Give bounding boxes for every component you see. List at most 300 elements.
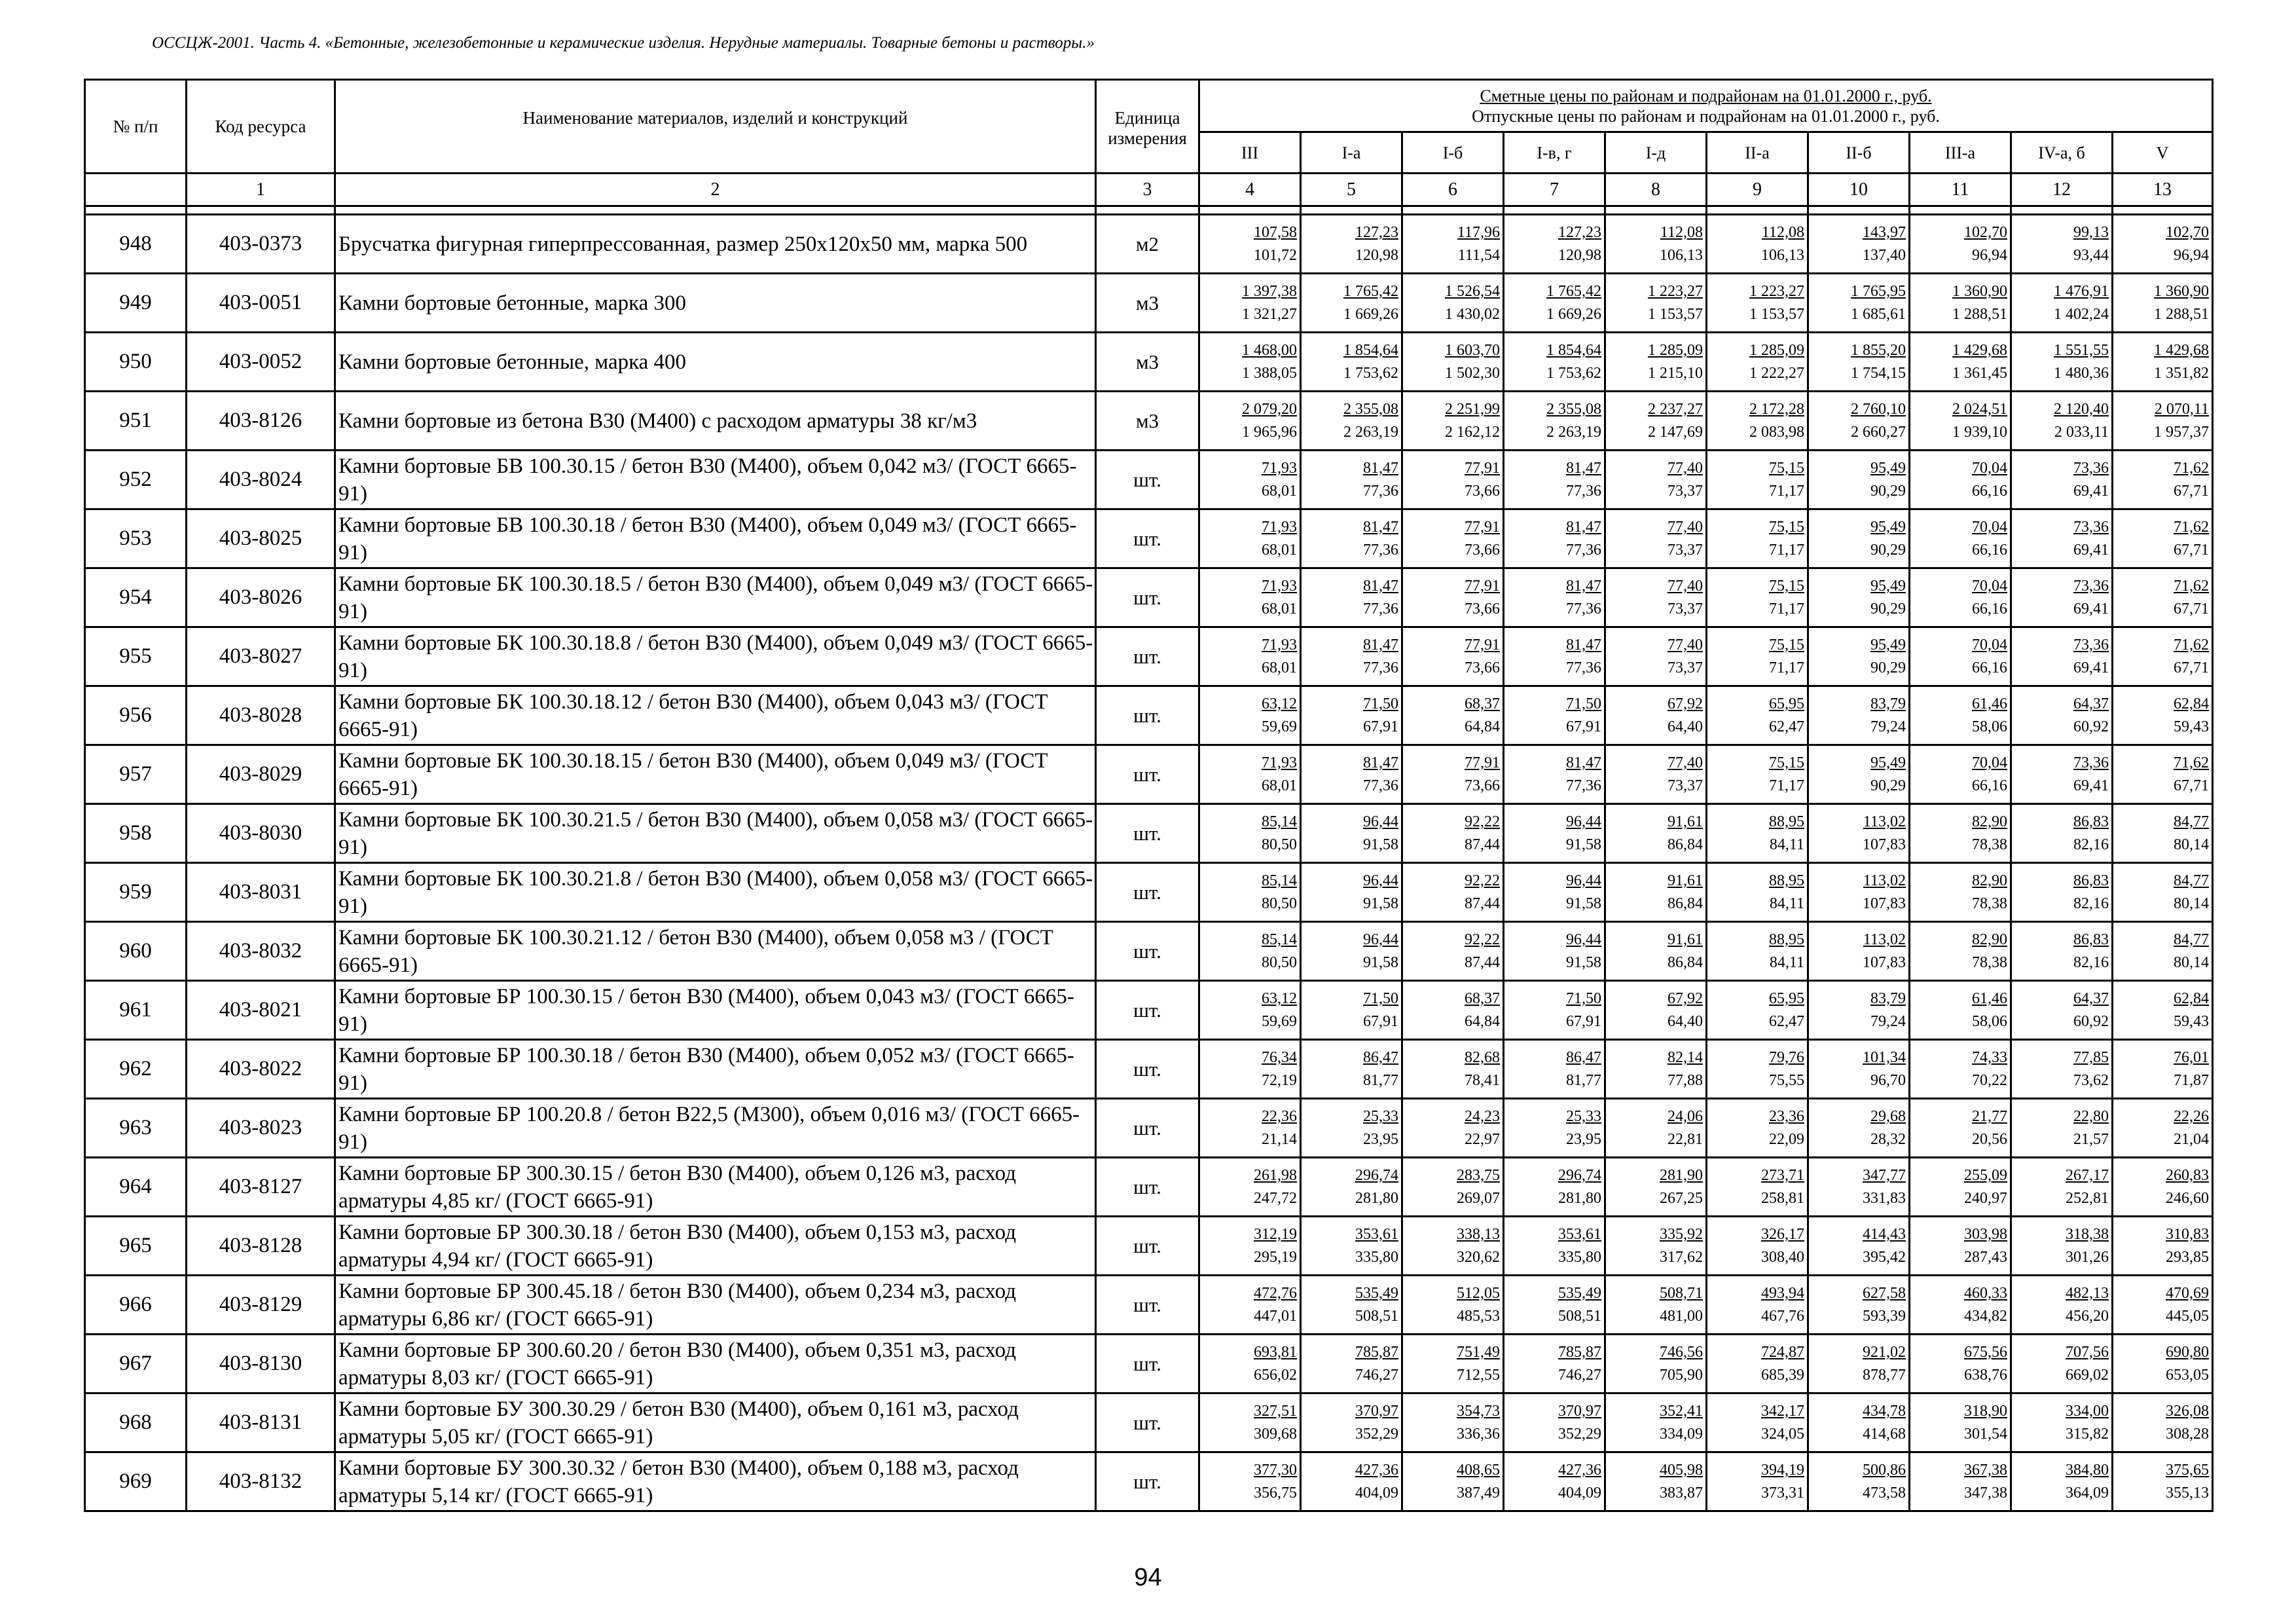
release-price: 86,84 <box>1667 836 1703 853</box>
estimate-price: 92,22 <box>1465 872 1500 889</box>
estimate-price: 67,92 <box>1667 695 1703 712</box>
estimate-price: 86,83 <box>2073 813 2109 830</box>
price-cell <box>1605 1158 1707 1217</box>
estimate-price: 352,41 <box>1660 1403 1703 1420</box>
price-cell <box>1910 1276 2011 1335</box>
table-row <box>85 745 2213 804</box>
release-price: 653,05 <box>2166 1367 2210 1384</box>
release-price: 23,95 <box>1363 1131 1398 1148</box>
estimate-price: 81,47 <box>1566 519 1601 536</box>
estimate-price: 675,56 <box>1964 1344 2007 1361</box>
release-price: 685,39 <box>1761 1367 1804 1384</box>
table-row <box>85 981 2213 1040</box>
estimate-price: 77,40 <box>1667 637 1703 654</box>
row-number: 952 <box>85 451 187 509</box>
release-price: 71,87 <box>2174 1072 2210 1089</box>
price-cell <box>1605 1217 1707 1276</box>
estimate-price: 85,14 <box>1262 872 1297 889</box>
estimate-price: 65,95 <box>1769 695 1804 712</box>
price-cell <box>1402 274 1504 333</box>
estimate-price: 2 024,51 <box>1952 401 2007 418</box>
price-cell <box>1402 1099 1504 1158</box>
price-cell <box>2011 1276 2113 1335</box>
release-price: 28,32 <box>1870 1131 1906 1148</box>
estimate-price: 370,97 <box>1355 1403 1398 1420</box>
release-price: 467,76 <box>1761 1308 1804 1325</box>
unit-of-measure: шт. <box>1096 1335 1199 1393</box>
estimate-price: 84,77 <box>2174 813 2210 830</box>
price-cell <box>1605 333 1707 392</box>
price-cell <box>1199 392 1301 451</box>
release-price: 1 361,45 <box>1952 365 2007 382</box>
estimate-price: 71,93 <box>1262 519 1297 536</box>
release-price: 77,36 <box>1566 483 1601 500</box>
row-number: 969 <box>85 1452 187 1511</box>
column-number: 6 <box>1402 174 1504 206</box>
price-cell <box>1504 1276 1605 1335</box>
estimate-price: 693,81 <box>1254 1344 1297 1361</box>
estimate-price: 342,17 <box>1761 1403 1804 1420</box>
release-price: 404,09 <box>1558 1485 1601 1502</box>
price-cell <box>2113 922 2213 981</box>
price-cell <box>1301 451 1402 509</box>
price-cell <box>2011 333 2113 392</box>
price-cell <box>2113 1452 2213 1511</box>
release-price: 355,13 <box>2166 1485 2210 1502</box>
estimate-price: 81,47 <box>1363 460 1398 477</box>
release-price: 91,58 <box>1363 954 1398 971</box>
price-cell <box>1402 215 1504 274</box>
release-price: 334,09 <box>1660 1426 1703 1443</box>
row-number: 964 <box>85 1158 187 1217</box>
estimate-price: 1 854,64 <box>1546 342 1601 359</box>
estimate-price: 1 603,70 <box>1445 342 1500 359</box>
estimate-price: 472,76 <box>1254 1285 1297 1302</box>
release-price: 73,37 <box>1667 777 1703 794</box>
release-price: 67,71 <box>2174 600 2210 618</box>
unit-of-measure: шт. <box>1096 1276 1199 1335</box>
unit-of-measure: шт. <box>1096 568 1199 627</box>
release-price: 445,05 <box>2166 1308 2210 1325</box>
table-row <box>85 1276 2213 1335</box>
price-cell <box>1910 804 2011 863</box>
release-price: 240,97 <box>1964 1190 2007 1207</box>
estimate-price: 71,62 <box>2174 578 2210 595</box>
estimate-price: 88,95 <box>1769 872 1804 889</box>
price-cell <box>1301 1099 1402 1158</box>
price-cell <box>1808 981 1910 1040</box>
price-cell <box>1707 568 1808 627</box>
release-price: 68,01 <box>1262 777 1297 794</box>
estimate-price: 81,47 <box>1363 637 1398 654</box>
price-cell <box>1504 922 1605 981</box>
price-cell <box>1199 686 1301 745</box>
price-cell <box>1910 863 2011 922</box>
release-price: 746,27 <box>1558 1367 1601 1384</box>
release-price: 434,82 <box>1964 1308 2007 1325</box>
price-cell <box>1910 981 2011 1040</box>
estimate-price: 85,14 <box>1262 931 1297 948</box>
estimate-price: 96,44 <box>1566 872 1601 889</box>
price-cell <box>1707 451 1808 509</box>
estimate-price: 75,15 <box>1769 754 1804 771</box>
estimate-price: 921,02 <box>1863 1344 1906 1361</box>
estimate-price: 95,49 <box>1870 460 1906 477</box>
release-price: 58,06 <box>1972 1013 2007 1030</box>
price-cell <box>2113 274 2213 333</box>
estimate-price: 22,80 <box>2073 1108 2109 1125</box>
price-cell <box>2113 627 2213 686</box>
estimate-price: 95,49 <box>1870 637 1906 654</box>
price-cell <box>1504 1452 1605 1511</box>
release-price: 67,71 <box>2174 777 2210 794</box>
price-cell <box>1504 1158 1605 1217</box>
price-cell <box>1808 274 1910 333</box>
price-cell <box>1402 863 1504 922</box>
estimate-price: 2 355,08 <box>1546 401 1601 418</box>
release-price: 91,58 <box>1566 895 1601 912</box>
price-cell <box>2011 392 2113 451</box>
release-price: 1 957,37 <box>2154 424 2210 441</box>
estimate-price: 73,36 <box>2073 460 2109 477</box>
estimate-price: 1 765,95 <box>1851 283 1906 300</box>
material-name: Камни бортовые БР 300.30.15 / бетон В30 (М400), объем 0,126 м3, расход арматуры 4,85 кг/ (ГОСТ 6665-91) <box>335 1158 1096 1217</box>
release-price: 77,36 <box>1566 777 1601 794</box>
estimate-price: 70,04 <box>1972 519 2007 536</box>
resource-code: 403-8029 <box>187 745 335 804</box>
price-cell <box>1301 981 1402 1040</box>
estimate-price: 508,71 <box>1660 1285 1703 1302</box>
release-price: 2 162,12 <box>1445 424 1500 441</box>
release-price: 72,19 <box>1262 1072 1297 1089</box>
price-cell <box>1199 1099 1301 1158</box>
spacer-cell <box>85 206 187 215</box>
estimate-price: 707,56 <box>2066 1344 2109 1361</box>
price-cell <box>1808 745 1910 804</box>
estimate-price: 83,79 <box>1870 990 1906 1007</box>
estimate-price: 65,95 <box>1769 990 1804 1007</box>
release-price: 71,17 <box>1769 483 1804 500</box>
price-cell <box>2011 627 2113 686</box>
estimate-price: 273,71 <box>1761 1167 1804 1184</box>
estimate-price: 312,19 <box>1254 1226 1297 1243</box>
release-price: 2 147,69 <box>1648 424 1703 441</box>
release-price: 77,36 <box>1566 542 1601 559</box>
row-number: 951 <box>85 392 187 451</box>
estimate-price: 88,95 <box>1769 813 1804 830</box>
price-cell <box>1504 333 1605 392</box>
resource-code: 403-8030 <box>187 804 335 863</box>
release-price: 64,84 <box>1465 718 1500 735</box>
price-cell <box>2011 1217 2113 1276</box>
price-cell <box>1301 215 1402 274</box>
release-price: 267,25 <box>1660 1190 1703 1207</box>
column-number-empty <box>85 174 187 206</box>
release-price: 22,09 <box>1769 1131 1804 1148</box>
release-price: 77,36 <box>1566 659 1601 676</box>
release-price: 73,66 <box>1465 659 1500 676</box>
price-cell <box>1301 1217 1402 1276</box>
estimate-price: 117,96 <box>1457 224 1500 241</box>
price-cell <box>1199 1158 1301 1217</box>
estimate-price: 260,83 <box>2166 1167 2210 1184</box>
unit-of-measure: шт. <box>1096 1099 1199 1158</box>
price-cell <box>1301 1158 1402 1217</box>
estimate-price: 113,02 <box>1863 813 1906 830</box>
release-price: 1 669,26 <box>1343 306 1398 323</box>
estimate-price: 1 854,64 <box>1343 342 1398 359</box>
material-name: Камни бортовые БВ 100.30.15 / бетон В30 (М400), объем 0,042 м3/ (ГОСТ 6665-91) <box>335 451 1096 509</box>
release-price: 1 753,62 <box>1546 365 1601 382</box>
estimate-price: 493,94 <box>1761 1285 1804 1302</box>
estimate-price: 61,46 <box>1972 695 2007 712</box>
resource-code: 403-8021 <box>187 981 335 1040</box>
price-cell <box>1199 568 1301 627</box>
estimate-price: 95,49 <box>1870 754 1906 771</box>
material-name: Камни бортовые бетонные, марка 400 <box>335 333 1096 392</box>
prices-title-release: Отпускные цены по районам и подрайонам на 01.01.2000 г., руб. <box>1472 106 1940 126</box>
material-name: Камни бортовые БР 300.60.20 / бетон В30 (М400), объем 0,351 м3, расход арматуры 8,03 кг/ (ГОСТ 6665-91) <box>335 1335 1096 1393</box>
release-price: 58,06 <box>1972 718 2007 735</box>
estimate-price: 627,58 <box>1863 1285 1906 1302</box>
estimate-price: 512,05 <box>1457 1285 1500 1302</box>
price-cell <box>2011 1158 2113 1217</box>
release-price: 67,71 <box>2174 483 2210 500</box>
price-cell <box>1808 392 1910 451</box>
material-name: Камни бортовые БР 100.30.18 / бетон В30 (М400), объем 0,052 м3/ (ГОСТ 6665-91) <box>335 1040 1096 1099</box>
release-price: 20,56 <box>1972 1131 2007 1148</box>
estimate-price: 318,38 <box>2066 1226 2109 1243</box>
release-price: 91,58 <box>1566 954 1601 971</box>
release-price: 336,36 <box>1457 1426 1500 1443</box>
estimate-price: 71,62 <box>2174 460 2210 477</box>
col-header-unit: Единица измерения <box>1096 80 1199 174</box>
release-price: 59,69 <box>1262 718 1297 735</box>
price-cell <box>1301 509 1402 568</box>
release-price: 59,43 <box>2174 1013 2210 1030</box>
release-price: 395,42 <box>1863 1249 1906 1266</box>
release-price: 1 153,57 <box>1648 306 1703 323</box>
release-price: 87,44 <box>1465 954 1500 971</box>
estimate-price: 1 468,00 <box>1242 342 1297 359</box>
release-price: 66,16 <box>1972 659 2007 676</box>
unit-of-measure: шт. <box>1096 451 1199 509</box>
release-price: 1 288,51 <box>2154 306 2210 323</box>
price-cell <box>1605 804 1707 863</box>
estimate-price: 96,44 <box>1363 813 1398 830</box>
price-cell <box>1910 1099 2011 1158</box>
release-price: 77,36 <box>1363 483 1398 500</box>
estimate-price: 21,77 <box>1972 1108 2007 1125</box>
estimate-price: 71,50 <box>1363 695 1398 712</box>
price-cell <box>1605 922 1707 981</box>
release-price: 82,16 <box>2073 895 2109 912</box>
release-price: 320,62 <box>1457 1249 1500 1266</box>
price-cell <box>1402 686 1504 745</box>
price-cell <box>1199 451 1301 509</box>
estimate-price: 102,70 <box>2166 224 2210 241</box>
release-price: 84,11 <box>1769 895 1804 912</box>
estimate-price: 82,90 <box>1972 813 2007 830</box>
release-price: 91,58 <box>1566 836 1601 853</box>
release-price: 69,41 <box>2073 600 2109 618</box>
column-number: 13 <box>2113 174 2213 206</box>
price-cell <box>1707 1335 1808 1393</box>
estimate-price: 71,50 <box>1363 990 1398 1007</box>
estimate-price: 73,36 <box>2073 519 2109 536</box>
price-cell <box>2011 1452 2113 1511</box>
estimate-price: 143,97 <box>1863 224 1906 241</box>
estimate-price: 1 285,09 <box>1648 342 1703 359</box>
price-cell <box>1707 1217 1808 1276</box>
release-price: 383,87 <box>1660 1485 1703 1502</box>
material-name: Камни бортовые БК 100.30.18.8 / бетон В30 (М400), объем 0,049 м3/ (ГОСТ 6665-91) <box>335 627 1096 686</box>
row-number: 962 <box>85 1040 187 1099</box>
price-cell <box>2113 804 2213 863</box>
release-price: 1 351,82 <box>2154 365 2210 382</box>
spacer-cell <box>1605 206 1707 215</box>
estimate-price: 327,51 <box>1254 1403 1297 1420</box>
release-price: 21,04 <box>2174 1131 2210 1148</box>
page-number: 94 <box>1134 1564 1162 1591</box>
estimate-price: 127,23 <box>1558 224 1601 241</box>
estimate-price: 82,68 <box>1465 1049 1500 1066</box>
price-cell <box>1910 627 2011 686</box>
row-number: 957 <box>85 745 187 804</box>
release-price: 91,58 <box>1363 895 1398 912</box>
column-number: 12 <box>2011 174 2113 206</box>
release-price: 269,07 <box>1457 1190 1500 1207</box>
estimate-price: 408,65 <box>1457 1462 1500 1479</box>
release-price: 712,55 <box>1457 1367 1500 1384</box>
estimate-price: 76,34 <box>1262 1049 1297 1066</box>
price-cell <box>1504 981 1605 1040</box>
price-cell <box>1605 451 1707 509</box>
price-cell <box>1504 274 1605 333</box>
price-cell <box>1910 1158 2011 1217</box>
row-number: 965 <box>85 1217 187 1276</box>
estimate-price: 86,47 <box>1363 1049 1398 1066</box>
price-cell <box>1199 1335 1301 1393</box>
release-price: 59,43 <box>2174 718 2210 735</box>
release-price: 352,29 <box>1558 1426 1601 1443</box>
price-cell <box>1301 1393 1402 1452</box>
price-cell <box>1910 568 2011 627</box>
price-cell <box>1504 863 1605 922</box>
price-cell <box>1504 215 1605 274</box>
price-cell <box>1301 804 1402 863</box>
spacer-cell <box>1808 206 1910 215</box>
price-cell <box>1402 333 1504 392</box>
price-cell <box>1301 1040 1402 1099</box>
estimate-price: 112,08 <box>1660 224 1703 241</box>
estimate-price: 95,49 <box>1870 519 1906 536</box>
estimate-price: 70,04 <box>1972 754 2007 771</box>
price-cell <box>2011 1040 2113 1099</box>
estimate-price: 2 120,40 <box>2054 401 2109 418</box>
estimate-price: 91,61 <box>1667 813 1703 830</box>
price-cell <box>1910 274 2011 333</box>
estimate-price: 71,50 <box>1566 990 1601 1007</box>
release-price: 1 153,57 <box>1749 306 1804 323</box>
table-row <box>85 1099 2213 1158</box>
price-cell <box>2113 1040 2213 1099</box>
price-cell <box>1199 274 1301 333</box>
resource-code: 403-8026 <box>187 568 335 627</box>
release-price: 287,43 <box>1964 1249 2007 1266</box>
price-cell <box>1301 686 1402 745</box>
release-price: 335,80 <box>1558 1249 1601 1266</box>
release-price: 308,40 <box>1761 1249 1804 1266</box>
row-number: 967 <box>85 1335 187 1393</box>
release-price: 309,68 <box>1254 1426 1297 1443</box>
estimate-price: 75,15 <box>1769 637 1804 654</box>
resource-code: 403-8022 <box>187 1040 335 1099</box>
estimate-price: 77,40 <box>1667 460 1703 477</box>
release-price: 373,31 <box>1761 1485 1804 1502</box>
estimate-price: 2 079,20 <box>1242 401 1297 418</box>
release-price: 78,38 <box>1972 836 2007 853</box>
price-cell <box>1707 1452 1808 1511</box>
estimate-price: 2 251,99 <box>1445 401 1500 418</box>
release-price: 73,37 <box>1667 542 1703 559</box>
estimate-price: 2 760,10 <box>1851 401 1906 418</box>
estimate-price: 71,62 <box>2174 637 2210 654</box>
price-cell <box>1808 804 1910 863</box>
release-price: 107,83 <box>1863 895 1906 912</box>
estimate-price: 81,47 <box>1566 460 1601 477</box>
release-price: 656,02 <box>1254 1367 1297 1384</box>
release-price: 456,20 <box>2066 1308 2109 1325</box>
release-price: 301,26 <box>2066 1249 2109 1266</box>
price-cell <box>1808 1099 1910 1158</box>
estimate-price: 1 360,90 <box>1952 283 2007 300</box>
estimate-price: 62,84 <box>2174 990 2210 1007</box>
release-price: 1 288,51 <box>1952 306 2007 323</box>
price-cell <box>1605 863 1707 922</box>
price-cell <box>1707 215 1808 274</box>
release-price: 87,44 <box>1465 895 1500 912</box>
price-cell <box>2011 686 2113 745</box>
price-cell <box>1605 686 1707 745</box>
release-price: 120,98 <box>1355 247 1398 264</box>
release-price: 91,58 <box>1363 836 1398 853</box>
column-number: 3 <box>1096 174 1199 206</box>
price-cell <box>1605 1040 1707 1099</box>
release-price: 82,16 <box>2073 836 2109 853</box>
estimate-price: 83,79 <box>1870 695 1906 712</box>
release-price: 68,01 <box>1262 542 1297 559</box>
release-price: 301,54 <box>1964 1426 2007 1443</box>
release-price: 447,01 <box>1254 1308 1297 1325</box>
estimate-price: 1 397,38 <box>1242 283 1297 300</box>
estimate-price: 81,47 <box>1363 754 1398 771</box>
release-price: 77,36 <box>1363 542 1398 559</box>
estimate-price: 690,80 <box>2166 1344 2210 1361</box>
price-cell <box>1808 863 1910 922</box>
estimate-price: 71,93 <box>1262 637 1297 654</box>
estimate-price: 1 223,27 <box>1749 283 1804 300</box>
release-price: 1 215,10 <box>1648 365 1703 382</box>
estimate-price: 2 172,28 <box>1749 401 1804 418</box>
estimate-price: 96,44 <box>1363 872 1398 889</box>
table-row <box>85 509 2213 568</box>
release-price: 137,40 <box>1863 247 1906 264</box>
price-cell <box>1808 1217 1910 1276</box>
estimate-price: 86,83 <box>2073 872 2109 889</box>
estimate-price: 70,04 <box>1972 637 2007 654</box>
row-number: 950 <box>85 333 187 392</box>
